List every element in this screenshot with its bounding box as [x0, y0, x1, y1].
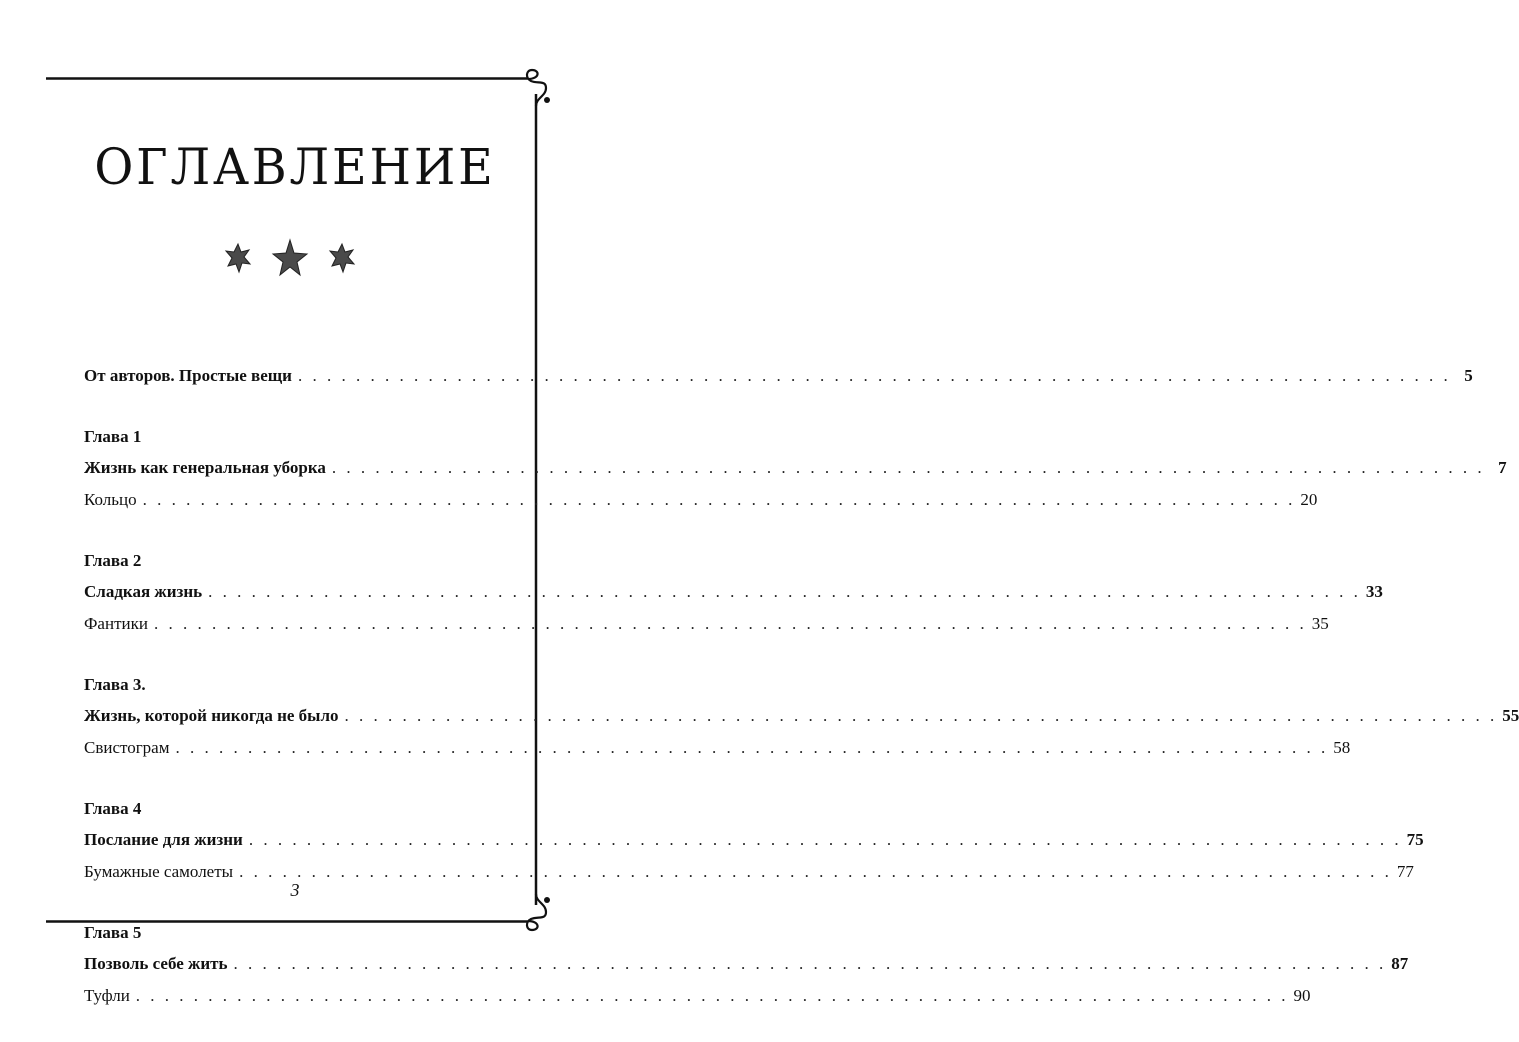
toc-entry-title: Фантики — [84, 614, 148, 633]
toc-entry[interactable] — [84, 824, 1424, 856]
toc-entry-page: 20 — [1300, 490, 1318, 509]
dot-leader: . . . . . . . . . . . . . . . . . . . . . . . . . . . . . . . . . . . . . . . . . . . . . . . . . . . . . . . . . . . . . . . . . . . . . . . . . . . . . . . . — [239, 862, 1392, 881]
toc-entry[interactable] — [84, 576, 1383, 608]
toc-entry[interactable] — [84, 484, 1318, 516]
toc-entry[interactable] — [84, 452, 1507, 484]
chapter-heading: Глава 5 — [84, 923, 142, 942]
toc-entry[interactable] — [84, 700, 1519, 732]
toc-entry-title: Послание для жизни — [84, 830, 243, 849]
chapter-heading: Глава 2 — [84, 551, 142, 570]
toc-entry[interactable] — [84, 360, 1473, 392]
chapter-heading: Глава 4 — [84, 799, 142, 818]
toc-entry-page: 7 — [1498, 458, 1507, 477]
top-scroll-icon — [527, 70, 550, 106]
toc-section — [84, 794, 1424, 888]
toc-entry-page: 35 — [1311, 614, 1329, 633]
toc-entry-page: 87 — [1391, 954, 1409, 973]
toc-entry[interactable] — [84, 732, 1351, 764]
page-title: ОГЛАВЛЕНИЕ — [94, 138, 496, 196]
toc-entry-title: Сладкая жизнь — [84, 582, 203, 601]
three-stars-ornament-icon — [220, 236, 360, 280]
toc-section — [84, 546, 1383, 640]
dot-leader: . . . . . . . . . . . . . . . . . . . . . . . . . . . . . . . . . . . . . . . . . . . . . . . . . . . . . . . . . . . . . . . . . . . . . . . . . . . . . . . . — [233, 954, 1387, 973]
toc-entry-title: Жизнь как генеральная уборка — [84, 458, 326, 477]
dot-leader: . . . . . . . . . . . . . . . . . . . . . . . . . . . . . . . . . . . . . . . . . . . . . . . . . . . . . . . . . . . . . . . . . . . . . . . . . . . . . . . . — [142, 490, 1296, 509]
toc-entry-page: 75 — [1406, 830, 1424, 849]
dot-leader: . . . . . . . . . . . . . . . . . . . . . . . . . . . . . . . . . . . . . . . . . . . . . . . . . . . . . . . . . . . . . . . . . . . . . . . . . . . . . . . . — [175, 738, 1329, 757]
toc-section — [84, 360, 1473, 392]
toc-entry-title: Туфли — [84, 986, 130, 1005]
dot-leader: . . . . . . . . . . . . . . . . . . . . . . . . . . . . . . . . . . . . . . . . . . . . . . . . . . . . . . . . . . . . . . . . . . . . . . . . . . . . . . . . — [208, 582, 1361, 601]
chapter-heading: Глава 1 — [84, 427, 142, 446]
dot-leader: . . . . . . . . . . . . . . . . . . . . . . . . . . . . . . . . . . . . . . . . . . . . . . . . . . . . . . . . . . . . . . . . . . . . . . . . . . . . . . . . — [248, 830, 1402, 849]
toc-entry-title: Позволь себе жить — [84, 954, 228, 973]
page-number: 3 — [290, 880, 300, 900]
toc-entry-page: 5 — [1464, 366, 1473, 385]
table-of-contents — [84, 360, 1519, 1042]
toc-entry-title: Бумажные самолеты — [84, 862, 234, 881]
toc-entry-page: 55 — [1502, 706, 1519, 725]
toc-entry[interactable] — [84, 948, 1409, 980]
dot-leader: . . . . . . . . . . . . . . . . . . . . . . . . . . . . . . . . . . . . . . . . . . . . . . . . . . . . . . . . . . . . . . . . . . . . . . . . . . . . . . . . — [297, 366, 1451, 385]
dot-leader: . . . . . . . . . . . . . . . . . . . . . . . . . . . . . . . . . . . . . . . . . . . . . . . . . . . . . . . . . . . . . . . . . . . . . . . . . . . . . . . . — [344, 706, 1498, 725]
toc-entry[interactable] — [84, 980, 1311, 1012]
toc-section — [84, 422, 1507, 516]
toc-entry-page: 77 — [1396, 862, 1414, 881]
toc-entry-title: От авторов. Простые вещи — [84, 366, 292, 385]
toc-section — [84, 670, 1519, 764]
toc-entry-title: Свистограм — [84, 738, 170, 757]
dot-leader: . . . . . . . . . . . . . . . . . . . . . . . . . . . . . . . . . . . . . . . . . . . . . . . . . . . . . . . . . . . . . . . . . . . . . . . . . . . . . . . . — [153, 614, 1307, 633]
toc-entry[interactable] — [84, 608, 1329, 640]
chapter-heading: Глава 3. — [84, 675, 146, 694]
dot-leader: . . . . . . . . . . . . . . . . . . . . . . . . . . . . . . . . . . . . . . . . . . . . . . . . . . . . . . . . . . . . . . . . . . . . . . . . . . . . . . . . — [135, 986, 1289, 1005]
toc-entry-page: 33 — [1365, 582, 1383, 601]
toc-entry-title: Кольцо — [84, 490, 137, 509]
dot-leader: . . . . . . . . . . . . . . . . . . . . . . . . . . . . . . . . . . . . . . . . . . . . . . . . . . . . . . . . . . . . . . . . . . . . . . . . . . . . . . . . — [331, 458, 1485, 477]
toc-entry-page: 90 — [1293, 986, 1311, 1005]
toc-section — [84, 918, 1409, 1012]
toc-entry-page: 58 — [1333, 738, 1351, 757]
toc-entry-title: Жизнь, которой никогда не было — [84, 706, 339, 725]
